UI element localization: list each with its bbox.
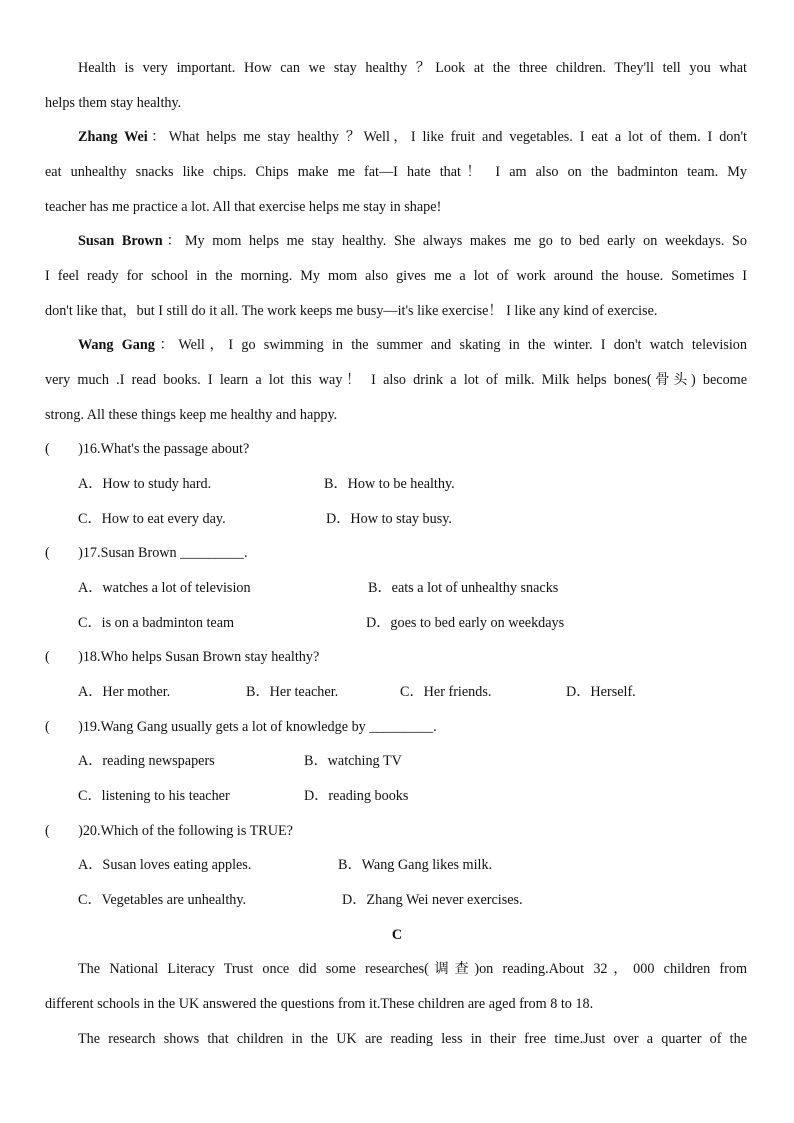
question-18 <box>45 647 747 667</box>
question-20 <box>45 821 747 841</box>
colon: ： <box>162 233 185 249</box>
answer-bracket[interactable]: ( ) <box>45 441 83 457</box>
answer-bracket[interactable]: ( ) <box>45 719 83 735</box>
q20-option-c: C．Vegetables are unhealthy. <box>78 892 247 908</box>
question-stem: 17.Susan Brown _________. <box>82 545 248 561</box>
speaker-name-wang-gang: Wang Gang <box>78 337 155 353</box>
answer-bracket[interactable]: ( ) <box>45 545 83 561</box>
question-stem: 16.What's the passage about? <box>82 441 250 457</box>
q17-option-c: C．is on a badminton team <box>78 615 235 631</box>
q16-option-a: A．How to study hard. <box>78 476 212 492</box>
question-17 <box>45 543 747 563</box>
susan-brown-paragraph-line-2: I feel ready for school in the morning. My mom also gives me a lot of work around the house. Sometimes I <box>45 268 747 284</box>
speaker-name-susan-brown: Susan Brown <box>78 233 163 249</box>
intro-line-2: helps them stay healthy. <box>45 95 182 111</box>
wang-gang-text: Well，I go swimming in the summer and skating in the winter. I don't watch television <box>178 337 747 353</box>
q18-option-d: D．Herself. <box>566 684 636 700</box>
zhang-wei-paragraph-line-1 <box>78 127 747 147</box>
wang-gang-paragraph-line-2: very much .I read books. I learn a lot this way！ I also drink a lot of milk. Milk helps bones(骨头) become <box>45 372 747 388</box>
answer-bracket[interactable]: ( ) <box>45 823 83 839</box>
q17-option-b: B．eats a lot of unhealthy snacks <box>368 580 559 596</box>
q18-option-a: A．Her mother. <box>78 684 171 700</box>
question-19 <box>45 717 747 737</box>
q20-option-a: A．Susan loves eating apples. <box>78 857 252 873</box>
q18-option-c: C．Her friends. <box>400 684 492 700</box>
colon: ： <box>154 337 179 353</box>
q20-option-b: B．Wang Gang likes milk. <box>338 857 493 873</box>
q20-option-d: D．Zhang Wei never exercises. <box>342 892 523 908</box>
section-c-line-3: The research shows that children in the UK are reading less in their free time.Just over a quarter of the <box>78 1031 747 1047</box>
q19-option-d: D．reading books <box>304 788 409 804</box>
answer-bracket[interactable]: ( ) <box>45 649 83 665</box>
susan-brown-text: My mom helps me stay healthy. She always makes me go to bed early on weekdays. So <box>184 233 747 249</box>
q16-option-d: D．How to stay busy. <box>326 511 452 527</box>
speaker-name-zhang-wei: Zhang Wei <box>78 129 148 145</box>
question-16 <box>45 439 747 459</box>
susan-brown-paragraph-line-3: don't like that，but I still do it all. The work keeps me busy—it's like exercise！ I like any kind of exercise. <box>45 303 658 319</box>
question-stem: 18.Who helps Susan Brown stay healthy? <box>82 649 320 665</box>
question-stem: 20.Which of the following is TRUE? <box>82 823 293 839</box>
zhang-wei-paragraph-line-3: teacher has me practice a lot. All that exercise helps me stay in shape! <box>45 199 442 215</box>
q17-option-d: D．goes to bed early on weekdays <box>366 615 565 631</box>
wang-gang-paragraph-line-1 <box>78 335 747 355</box>
question-stem: 19.Wang Gang usually gets a lot of knowledge by _________. <box>82 719 437 735</box>
wang-gang-paragraph-line-3: strong. All these things keep me healthy and happy. <box>45 407 338 423</box>
q19-option-b: B．watching TV <box>304 753 402 769</box>
section-heading-c: C <box>391 927 403 943</box>
q18-option-b: B．Her teacher. <box>246 684 339 700</box>
section-c-line-1: The National Literacy Trust once did some researches(调查)on reading.About 32，000 children from <box>78 961 747 977</box>
q19-option-a: A．reading newspapers <box>78 753 215 769</box>
q16-option-b: B．How to be healthy. <box>324 476 455 492</box>
zhang-wei-text: What helps me stay healthy ？Well，I like fruit and vegetables. I eat a lot of them. I don't <box>168 129 747 145</box>
colon: ： <box>147 129 169 145</box>
q16-option-c: C．How to eat every day. <box>78 511 226 527</box>
q17-option-a: A．watches a lot of television <box>78 580 251 596</box>
section-c-line-2: different schools in the UK answered the questions from it.These children are aged from 8 to 18. <box>45 996 594 1012</box>
susan-brown-paragraph-line-1 <box>78 231 747 251</box>
intro-line-1: Health is very important. How can we stay healthy ？Look at the three children. They'll tell you what <box>78 60 747 76</box>
q19-option-c: C．listening to his teacher <box>78 788 230 804</box>
zhang-wei-paragraph-line-2: eat unhealthy snacks like chips. Chips make me fat—I hate that！ I am also on the badminton team. My <box>45 164 747 180</box>
